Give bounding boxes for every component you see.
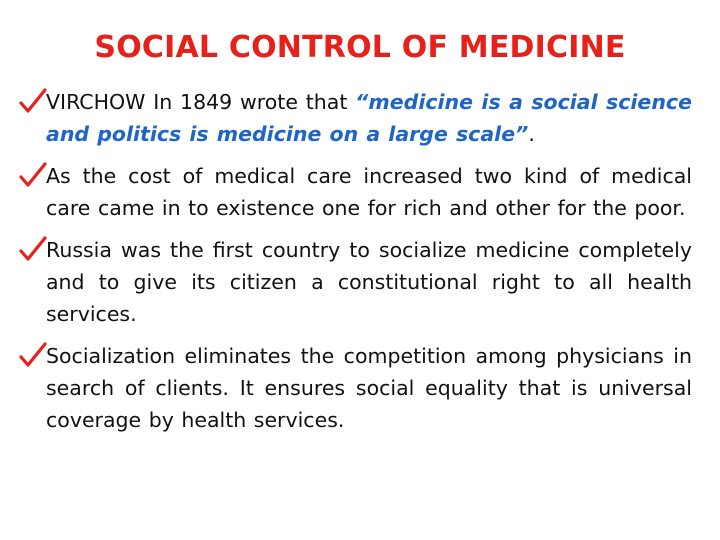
bullet-text: As the cost of medical care increased two kind of medical care came in to existence one for rich and other for the poor. xyxy=(46,164,692,220)
bullet-item xyxy=(18,160,692,224)
bullet-item xyxy=(18,340,692,436)
check-icon xyxy=(18,234,48,264)
bullet-text xyxy=(46,86,692,150)
bullet-text: Russia was the first country to socialize medicine completely and to give its citizen a constitutional right to all health services. xyxy=(46,238,692,326)
bullet-item xyxy=(18,86,692,150)
bullet-item xyxy=(18,234,692,330)
check-icon xyxy=(18,86,48,116)
slide-title: SOCIAL CONTROL OF MEDICINE xyxy=(94,30,626,65)
check-icon xyxy=(18,340,48,370)
bullet-list xyxy=(18,86,692,446)
check-icon xyxy=(18,160,48,190)
bullet-text: Socialization eliminates the competition among physicians in search of clients. It ensures social equality that is universal coverage by health services. xyxy=(46,344,692,432)
bullet-lead: VIRCHOW In 1849 wrote that xyxy=(46,90,356,114)
virchow-quote: “medicine is a social science and politics is medicine on a large scale” xyxy=(46,90,692,146)
bullet-trail: . xyxy=(528,122,535,146)
